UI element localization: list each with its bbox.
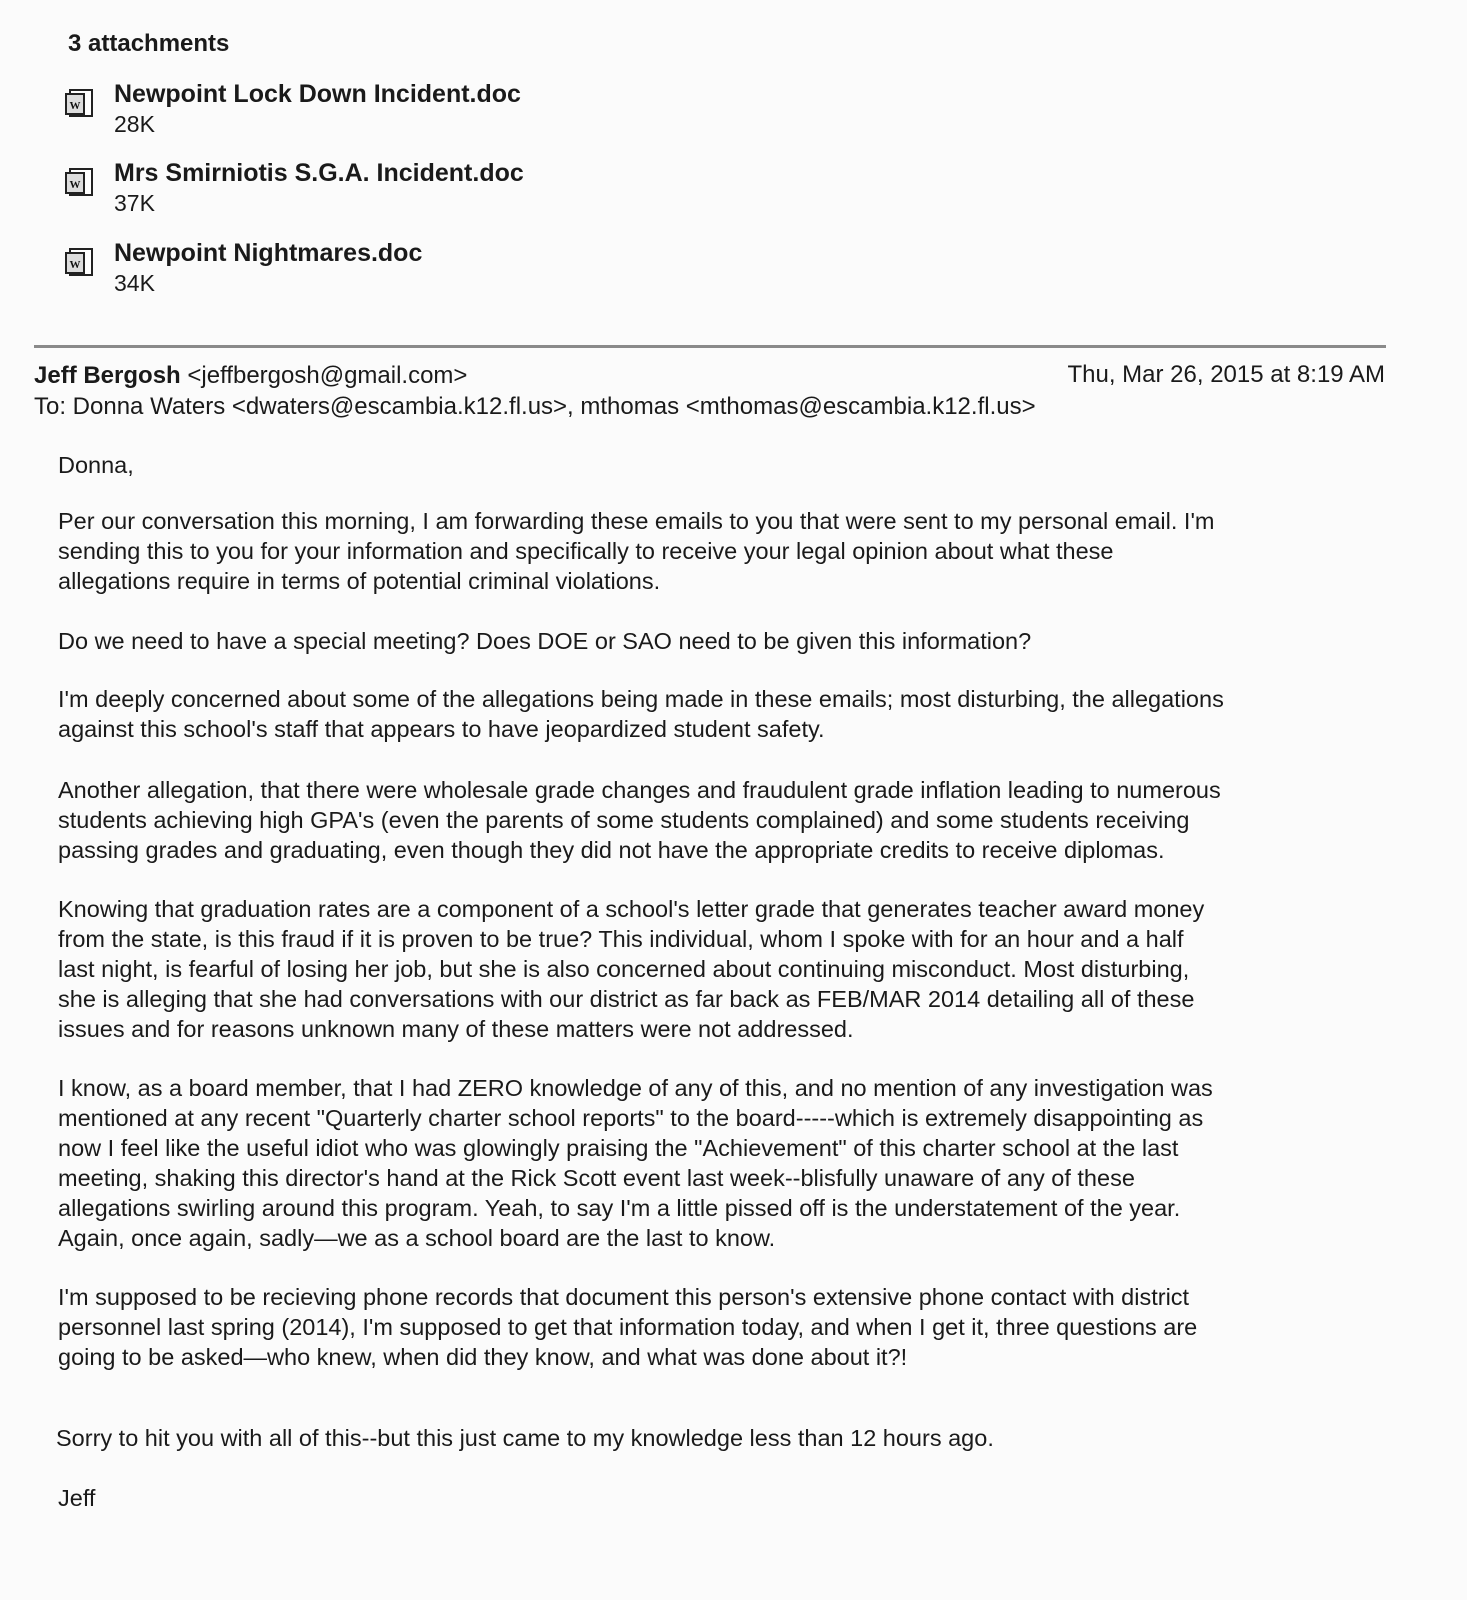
body-line: students achieving high GPA's (even the parents of some students complained) and some students receiving — [58, 807, 1190, 833]
body-line: now I feel like the useful idiot who was glowingly praising the "Achievement" of this charter school at the last — [58, 1135, 1179, 1161]
body-line: I know, as a board member, that I had ZERO knowledge of any of this, and no mention of any investigation was — [58, 1075, 1213, 1101]
body-line: sending this to you for your information and specifically to receive your legal opinion about what these — [58, 538, 1114, 564]
body-line: Again, once again, sadly—we as a school board are the last to know. — [58, 1225, 776, 1251]
attachment-size: 28K — [114, 111, 155, 137]
sender — [34, 362, 467, 390]
body-line: issues and for reasons unknown many of these matters were not addressed. — [58, 1016, 854, 1042]
word-doc-icon — [64, 167, 94, 199]
body-line: Sorry to hit you with all of this--but this just came to my knowledge less than 12 hours ago. — [56, 1425, 994, 1451]
svg-text:W: W — [69, 100, 81, 112]
attachment-name[interactable]: Mrs Smirniotis S.G.A. Incident.doc — [114, 159, 524, 187]
attachment-size: 37K — [114, 190, 155, 216]
body-line: Do we need to have a special meeting? Does DOE or SAO need to be given this information? — [58, 628, 1032, 654]
greeting: Donna, — [58, 452, 134, 478]
body-paragraph — [58, 775, 1221, 865]
attachment-name[interactable]: Newpoint Nightmares.doc — [114, 239, 423, 267]
signature: Jeff — [58, 1485, 96, 1511]
body-line: last night, is fearful of losing her job, but she is also concerned about continuing misconduct. Most disturbing, — [58, 956, 1190, 982]
svg-text:W: W — [69, 259, 81, 271]
body-paragraph — [58, 1282, 1197, 1372]
attachment-size: 34K — [114, 270, 155, 296]
body-paragraph — [58, 626, 1031, 656]
body-line: against this school's staff that appears to have jeopardized student safety. — [58, 716, 825, 742]
sender-email[interactable]: <jeffbergosh@gmail.com> — [187, 362, 468, 389]
body-line: I'm supposed to be recieving phone records that document this person's extensive phone contact with district — [58, 1284, 1190, 1310]
body-line: she is alleging that she had conversations with our district as far back as FEB/MAR 2014 detailing all of these — [58, 986, 1195, 1012]
sender-name: Jeff Bergosh — [34, 362, 181, 389]
body-line: allegations swirling around this program. Yeah, to say I'm a little pissed off is the understatement of the year. — [58, 1195, 1181, 1221]
body-line: from the state, is this fraud if it is proven to be true? This individual, whom I spoke with for an hour and a half — [58, 926, 1184, 952]
body-paragraph — [58, 506, 1215, 596]
recipients: To: Donna Waters <dwaters@escambia.k12.fl.us>, mthomas <mthomas@escambia.k12.fl.us> — [34, 393, 1036, 420]
body-paragraph — [58, 1073, 1213, 1253]
body-line: Per our conversation this morning, I am forwarding these emails to you that were sent to my personal email. I'm — [58, 508, 1215, 534]
attachment-name[interactable]: Newpoint Lock Down Incident.doc — [114, 80, 521, 108]
body-paragraph — [58, 684, 1224, 744]
body-line: I'm deeply concerned about some of the allegations being made in these emails; most disturbing, the allegations — [58, 686, 1224, 712]
word-doc-icon — [64, 88, 94, 120]
body-line: meeting, shaking this director's hand at the Rick Scott event last week--blisfully unaware of any of these — [58, 1165, 1135, 1191]
body-line: personnel last spring (2014), I'm supposed to get that information today, and when I get it, three questions are — [58, 1314, 1198, 1340]
word-doc-icon — [64, 247, 94, 279]
body-line: mentioned at any recent "Quarterly charter school reports" to the board-----which is extremely disappointing as — [58, 1105, 1204, 1131]
body-paragraph — [58, 894, 1204, 1044]
message-divider — [34, 345, 1386, 348]
body-line: Knowing that graduation rates are a component of a school's letter grade that generates teacher award money — [58, 896, 1205, 922]
email-date: Thu, Mar 26, 2015 at 8:19 AM — [1067, 361, 1385, 388]
body-line: going to be asked—who knew, when did they know, and what was done about it?! — [58, 1344, 908, 1370]
body-line: Another allegation, that there were wholesale grade changes and fraudulent grade inflation leading to numerous — [58, 777, 1221, 803]
body-line: allegations require in terms of potential criminal violations. — [58, 568, 661, 594]
svg-text:W: W — [69, 179, 81, 191]
body-paragraph — [56, 1423, 994, 1453]
body-line: passing grades and graduating, even though they did not have the appropriate credits to receive diplomas. — [58, 837, 1165, 863]
attachments-heading: 3 attachments — [68, 30, 230, 57]
